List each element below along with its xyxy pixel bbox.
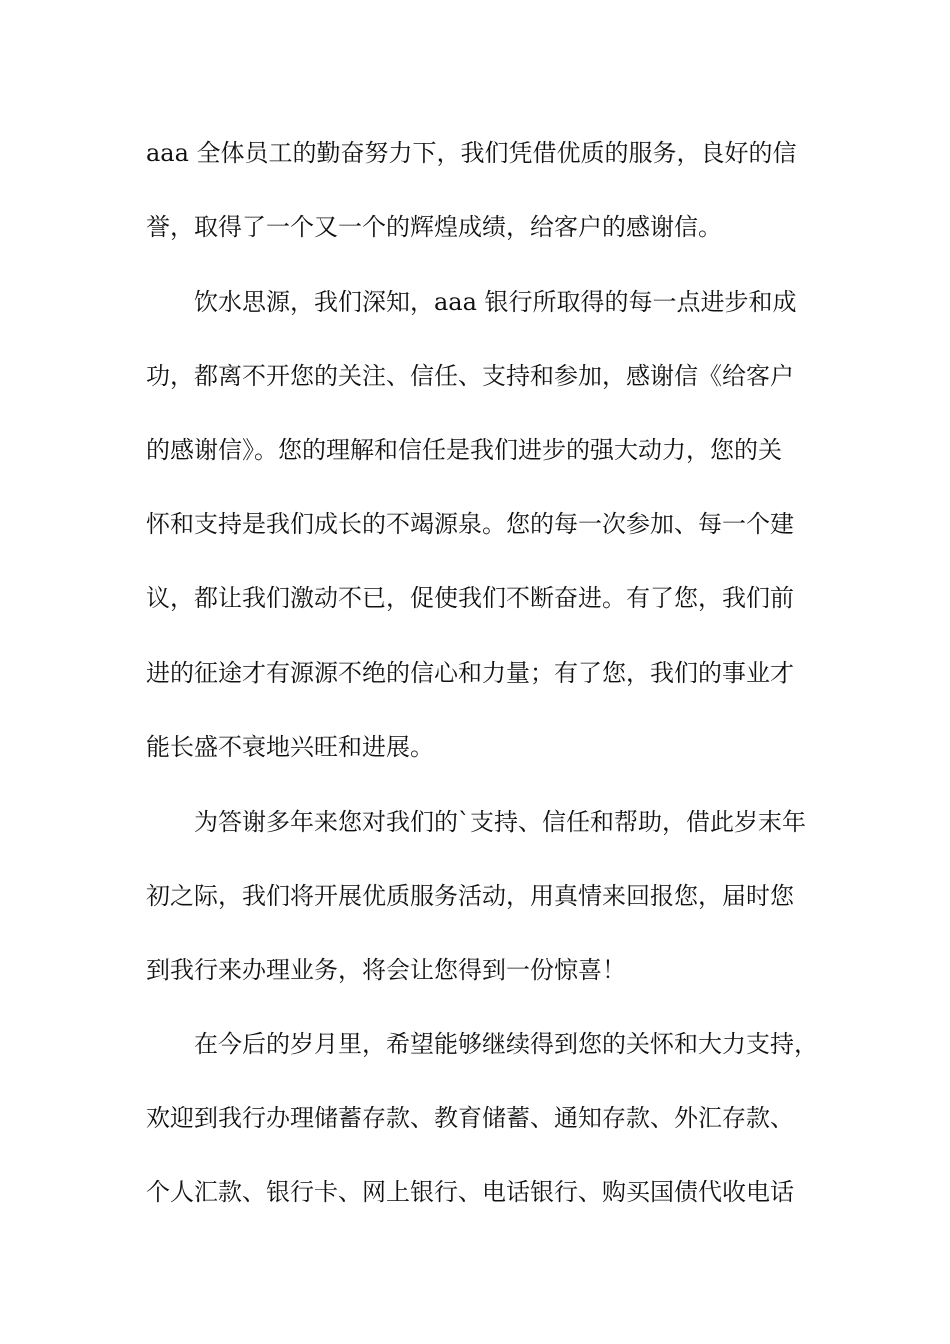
body-text-line: aaa 全体员工的勤奋努力下，我们凭借优质的服务，良好的信 xyxy=(146,139,797,167)
body-text-line: 进的征途才有源源不绝的信心和力量；有了您，我们的事业才 xyxy=(146,659,794,687)
body-text-line: 的感谢信》。您的理解和信任是我们进步的强大动力，您的关 xyxy=(146,436,782,464)
body-text-line: 功，都离不开您的关注、信任、支持和参加，感谢信《给客户 xyxy=(146,362,794,390)
body-text-line: 到我行来办理业务，将会让您得到一份惊喜！ xyxy=(146,956,626,984)
body-text-line: 饮水思源，我们深知，aaa 银行所取得的每一点进步和成 xyxy=(194,288,797,316)
body-text-line: 初之际，我们将开展优质服务活动，用真情来回报您，届时您 xyxy=(146,882,794,910)
body-text-line: 欢迎到我行办理储蓄存款、教育储蓄、通知存款、外汇存款、 xyxy=(146,1104,794,1132)
body-text-line: 能长盛不衰地兴旺和进展。 xyxy=(146,733,434,761)
body-text-line: 誉，取得了一个又一个的辉煌成绩，给客户的感谢信。 xyxy=(146,213,722,241)
body-text-line: 为答谢多年来您对我们的`支持、信任和帮助，借此岁末年 xyxy=(194,808,806,836)
body-text-line: 在今后的岁月里，希望能够继续得到您的关怀和大力支持， xyxy=(194,1030,818,1058)
body-text-line: 议，都让我们激动不已，促使我们不断奋进。有了您，我们前 xyxy=(146,584,794,612)
body-text-line: 个人汇款、银行卡、网上银行、电话银行、购买国债代收电话 xyxy=(146,1178,794,1206)
body-text-line: 怀和支持是我们成长的不竭源泉。您的每一次参加、每一个建 xyxy=(146,510,794,538)
